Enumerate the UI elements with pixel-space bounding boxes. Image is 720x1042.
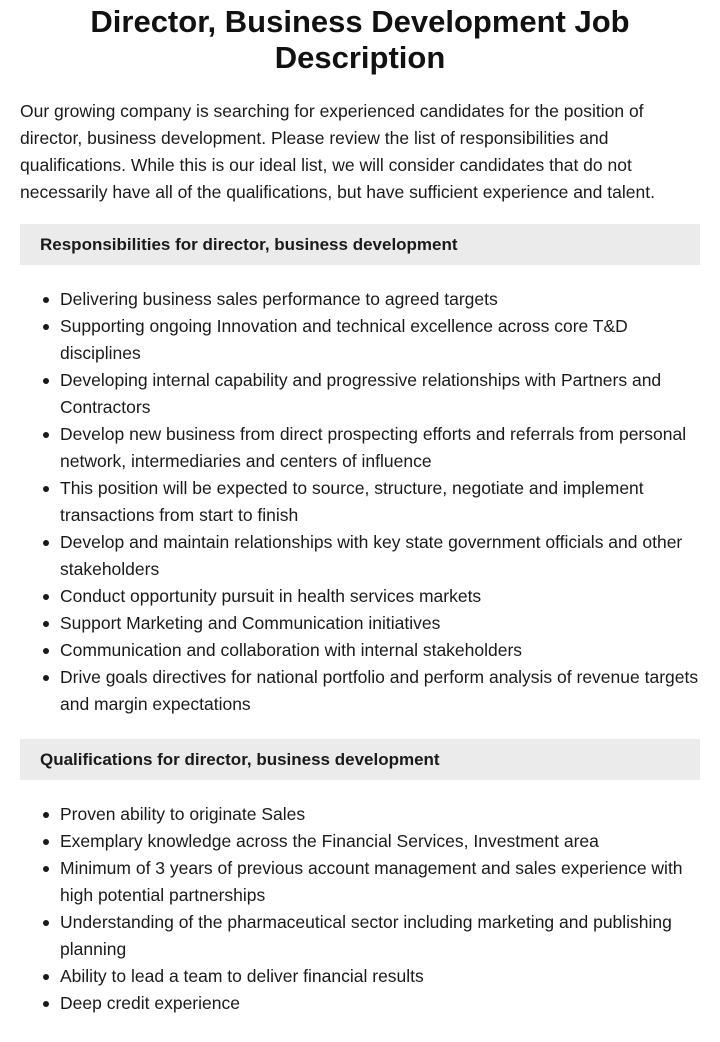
qualifications-list xyxy=(20,801,700,1017)
page-title: Director, Business Development Job Description xyxy=(90,4,630,75)
list-item: Develop and maintain relationships with key state government officials and other stakeholders xyxy=(60,529,700,583)
responsibilities-heading: Responsibilities for director, business development xyxy=(20,224,700,265)
list-item: Communication and collaboration with internal stakeholders xyxy=(60,637,700,664)
list-item: Drive goals directives for national portfolio and perform analysis of revenue targets and margin expectations xyxy=(60,664,700,718)
list-item: Minimum of 3 years of previous account management and sales experience with high potential partnerships xyxy=(60,855,700,909)
list-item: Conduct opportunity pursuit in health services markets xyxy=(60,583,700,610)
list-item: Understanding of the pharmaceutical sector including marketing and publishing planning xyxy=(60,909,700,963)
intro-paragraph: Our growing company is searching for experienced candidates for the position of director, business development. Please review the list of responsibilities and qualifications. While this is our ideal list, we will consider candidates that do not necessarily have all of the qualifications, but have sufficient experience and talent. xyxy=(20,101,655,202)
responsibilities-list xyxy=(20,286,700,718)
list-item: Exemplary knowledge across the Financial Services, Investment area xyxy=(60,828,700,855)
list-item: Develop new business from direct prospecting efforts and referrals from personal network, intermediaries and centers of influence xyxy=(60,421,700,475)
list-item: Deep credit experience xyxy=(60,990,700,1017)
list-item: Supporting ongoing Innovation and technical excellence across core T&D disciplines xyxy=(60,313,700,367)
list-item: Developing internal capability and progressive relationships with Partners and Contractors xyxy=(60,367,700,421)
list-item: This position will be expected to source, structure, negotiate and implement transactions from start to finish xyxy=(60,475,700,529)
list-item: Proven ability to originate Sales xyxy=(60,801,700,828)
job-description-page xyxy=(0,4,720,1017)
list-item: Ability to lead a team to deliver financial results xyxy=(60,963,700,990)
list-item: Delivering business sales performance to agreed targets xyxy=(60,286,700,313)
list-item: Support Marketing and Communication initiatives xyxy=(60,610,700,637)
qualifications-heading: Qualifications for director, business development xyxy=(20,739,700,780)
